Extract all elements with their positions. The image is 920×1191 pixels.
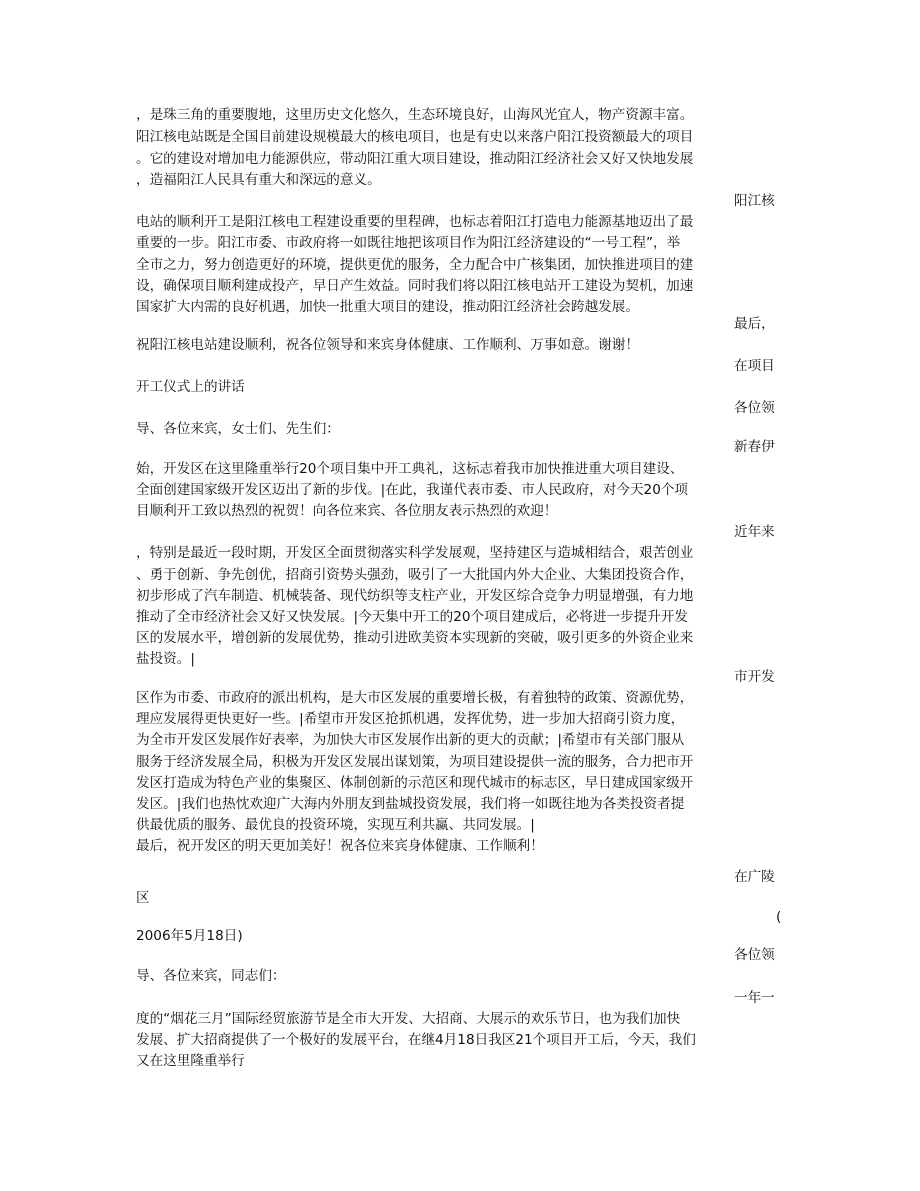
text-line: 国家扩大内需的良好机遇，加快一批重大项目的建设，推动阳江经济社会跨越发展。	[136, 299, 639, 315]
paragraph-start: 一年一	[734, 990, 775, 1006]
text-line: 盐投资。|	[136, 651, 195, 667]
text-line: 始，开发区在这里隆重举行20个项目集中开工典礼，这标志着我市加快推进重大项目建设、	[136, 461, 684, 477]
text-line: 区的发展水平，增创新的发展优势，推动引进欧美资本实现新的突破，吸引更多的外资企业来	[136, 630, 694, 646]
text-line: 推动了全市经济社会又好又快发展。|今天集中开工的20个项目建成后，必将进一步提升开发	[136, 609, 689, 625]
text-line: 理应发展得更快更好一些。|希望市开发区抢抓机遇，发挥优势，进一步加大招商引资力度，	[136, 711, 685, 727]
paragraph-start: 阳江核	[734, 193, 775, 209]
paragraph-start: 新春伊	[734, 439, 775, 455]
paragraph-start: 在广陵	[734, 869, 775, 885]
salutation: 导、各位来宾，女士们、先生们：	[136, 421, 340, 437]
text-line: ，是珠三角的重要腹地，这里历史文化悠久，生态环境良好，山海风光宜人，物产资源丰富。	[136, 107, 694, 123]
text-line: 重要的一步。阳江市委、市政府将一如既往地把该项目作为阳江经济建设的“一号工程”，举	[136, 235, 681, 251]
text-line: 。它的建设对增加电力能源供应，带动阳江重大项目建设，推动阳江经济社会又好又快地发展	[136, 151, 694, 167]
text-line: 服务于经济发展全局，积极为开发区发展出谋划策，为项目建设提供一流的服务，合力把市开	[136, 754, 694, 770]
date-open-paren: (	[776, 909, 782, 925]
text-line: 全面创建国家级开发区迈出了新的步伐。|在此，我谨代表市委、市人民政府，对今天20个项	[136, 482, 689, 498]
text-line: 发区打造成为特色产业的集聚区、体制创新的示范区和现代城市的标志区，早日建成国家级开	[136, 775, 694, 791]
text-line: 目顺利开工致以热烈的祝贺！向各位来宾、各位朋友表示热烈的欢迎！	[136, 503, 558, 519]
text-line: 设，确保项目顺利建成投产，早日产生效益。同时我们将以阳江核电站开工建设为契机，加速	[136, 278, 694, 294]
text-line: 发区。|我们也热忱欢迎广大海内外朋友到盐城投资发展，我们将一如既往地为各类投资者提	[136, 796, 685, 812]
paragraph-start: 各位领	[734, 947, 775, 963]
paragraph-start: 各位领	[734, 400, 775, 416]
speech-location: 区	[136, 890, 150, 906]
text-line: 全市之力，努力创造更好的环境，提供更优的服务，全力配合中广核集团，加快推进项目的建	[136, 257, 694, 273]
text-line: 供最优质的服务、最优良的投资环境，实现互利共赢、共同发展。|	[136, 817, 535, 833]
text-line: 祝阳江核电站建设顺利，祝各位领导和来宾身体健康、工作顺利、万事如意。谢谢！	[136, 337, 639, 353]
text-line: 初步形成了汽车制造、机械装备、现代纺织等支柱产业，开发区综合竞争力明显增强，有力地	[136, 588, 694, 604]
text-line: 、勇于创新、争先创优，招商引资势头强劲，吸引了一大批国内外大企业、大集团投资合作，	[136, 567, 694, 583]
salutation: 导、各位来宾，同志们：	[136, 968, 286, 984]
speech-date: 2006年5月18日)	[136, 928, 243, 944]
paragraph-start: 在项目	[734, 358, 775, 374]
paragraph-start: 市开发	[734, 669, 775, 685]
text-line: 电站的顺利开工是阳江核电工程建设重要的里程碑，也标志着阳江打造电力能源基地迈出了最	[136, 214, 694, 230]
text-line: ，特别是最近一段时期，开发区全面贯彻落实科学发展观，坚持建区与造城相结合，艰苦创业	[136, 545, 694, 561]
text-line: 阳江核电站既是全国目前建设规模最大的核电项目，也是有史以来落户阳江投资额最大的项目	[136, 129, 694, 145]
text-line: 度的“烟花三月”国际经贸旅游节是全市大开发、大招商、大展示的欢乐节日，也为我们加快	[136, 1011, 681, 1027]
text-line: ，造福阳江人民具有重大和深远的意义。	[136, 172, 381, 188]
paragraph-start: 近年来	[734, 524, 775, 540]
text-line: 区作为市委、市政府的派出机构，是大市区发展的重要增长极，有着独特的政策、资源优势，	[136, 690, 694, 706]
text-line: 发展、扩大招商提供了一个极好的发展平台，在继4月18日我区21个项目开工后，今天，我们	[136, 1032, 696, 1048]
speech-title: 开工仪式上的讲话	[136, 379, 245, 395]
text-line: 又在这里隆重举行	[136, 1053, 245, 1069]
text-line: 最后，祝开发区的明天更加美好！祝各位来宾身体健康、工作顺利！	[136, 838, 544, 854]
text-line: 为全市开发区发展作好表率，为加快大市区发展作出新的更大的贡献；|希望市有关部门服从	[136, 732, 685, 748]
paragraph-start: 最后，	[734, 316, 775, 332]
